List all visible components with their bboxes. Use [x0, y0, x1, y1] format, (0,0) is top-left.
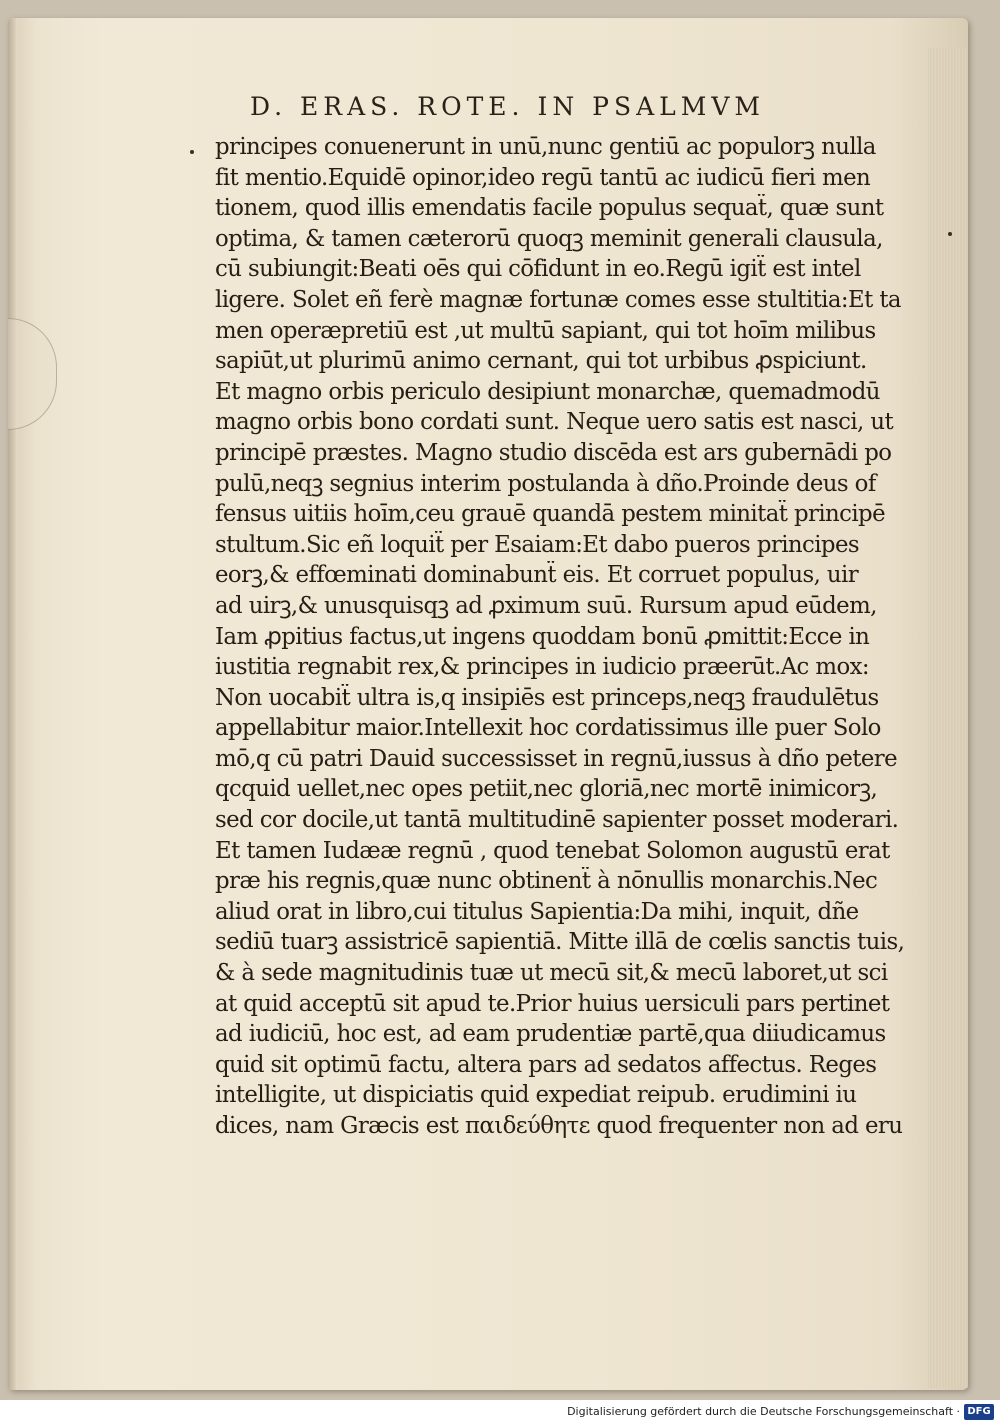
text-line: intelligite, ut dispiciatis quid expediat reipub. erudimini iu [215, 1082, 857, 1109]
margin-mark [190, 150, 194, 154]
text-line: cū subiungit:Beati oēs qui cōfidunt in eo.Regū igiẗ est intel [215, 256, 861, 283]
text-line: Et magno orbis periculo desipiunt monarchæ, quemadmodū [215, 378, 880, 405]
text-line: sed cor docile,ut tantā multitudinē sapienter posset moderari. [215, 807, 899, 834]
text-line: magno orbis bono cordati sunt. Neque uero satis est nasci, ut [215, 409, 894, 436]
text-line: ad uirꝫ,& unusquisqꝫ ad ꝓximum suū. Rursum apud eūdem, [215, 592, 877, 619]
digitization-credit: Digitalisierung gefördert durch die Deutsche Forschungsgemeinschaft · [567, 1405, 960, 1418]
text-line: men operæpretiū est ,ut multū sapiant, qui tot hoīm milibus [215, 317, 876, 344]
text-line: pulū,neqꝫ segnius interim postulanda à dño.Proinde deus of [215, 470, 876, 497]
text-line: ad iudiciū, hoc est, ad eam prudentiæ partē,qua diiudicamus [215, 1021, 886, 1048]
text-line: qcquid uellet,nec opes petiit,nec gloriā,nec mortē inimicorꝫ, [215, 776, 878, 803]
text-line: fensus uitiis hoīm,ceu grauē quandā pestem minitaẗ principē [215, 501, 886, 528]
text-line: tionem, quod illis emendatis facile populus sequaẗ, quæ sunt [215, 195, 884, 222]
text-line: & à sede magnitudinis tuæ ut mecū sit,& mecū laboret,ut sci [215, 960, 888, 987]
dfg-logo-icon: DFG [964, 1404, 994, 1420]
text-line: principes conuenerunt in unū,nunc gentiū ac populorꝫ nulla [215, 134, 876, 160]
text-line: aliud orat in libro,cui titulus Sapientia:Da mihi, inquit, dñe [215, 898, 859, 925]
text-line: quid sit optimū factu, altera pars ad sedatos affectus. Reges [215, 1051, 877, 1078]
text-line: ligere. Solet eñ ferè magnæ fortunæ comes esse stultitia:Et ta [215, 286, 901, 313]
text-line: Non uocabiẗ ultra is,q insipiēs est princeps,neqꝫ fraudulētus [215, 684, 879, 711]
text-line: stultum.Sic eñ loquiẗ per Esaiam:Et dabo pueros principes [215, 531, 860, 558]
body-text [215, 132, 935, 1142]
running-head: D. ERAS. ROTE. IN PSALMVM [250, 92, 765, 121]
text-line: præ his regnis,quæ nunc obtinenẗ à nōnullis monarchis.Nec [215, 868, 878, 895]
margin-mark [948, 232, 952, 236]
text-line: dices, nam Græcis est παιδεύθητε quod frequenter non ad eru [215, 1113, 903, 1139]
clip-impression [8, 318, 57, 430]
text-line: sapiūt,ut plurimū animo cernant, qui tot urbibus ꝓspiciunt. [215, 348, 867, 375]
text-line: Iam ꝓpitius factus,ut ingens quoddam bonū ꝓmittit:Ecce in [215, 623, 870, 650]
text-line: sediū tuarꝫ assistricē sapientiā. Mitte illā de cœlis sanctis tuis, [215, 929, 905, 956]
footer-bar [0, 1400, 1000, 1426]
page-gutter-edge [8, 18, 18, 1390]
text-line: iustitia regnabit rex,& principes in iudicio præerūt.Ac mox: [215, 654, 870, 681]
text-line: eorꝫ,& effœminati dominabunẗ eis. Et corruet populus, uir [215, 562, 859, 589]
text-line: Et tamen Iudææ regnū , quod tenebat Solomon augustū erat [215, 837, 890, 864]
text-line: appellabitur maior.Intellexit hoc cordatissimus ille puer Solo [215, 715, 881, 742]
text-line: mō,q cū patri Dauid successisset in regnū,iussus à dño petere [215, 745, 898, 772]
text-line: fit mentio.Equidē opinor,ideo regū tantū ac iudicū fieri men [215, 164, 871, 191]
text-line: optima, & tamen cæterorū quoqꝫ meminit generali clausula, [215, 225, 883, 252]
text-line: principē præstes. Magno studio discēda est ars gubernādi po [215, 439, 892, 466]
text-line: at quid acceptū sit apud te.Prior huius uersiculi pars pertinet [215, 990, 890, 1017]
